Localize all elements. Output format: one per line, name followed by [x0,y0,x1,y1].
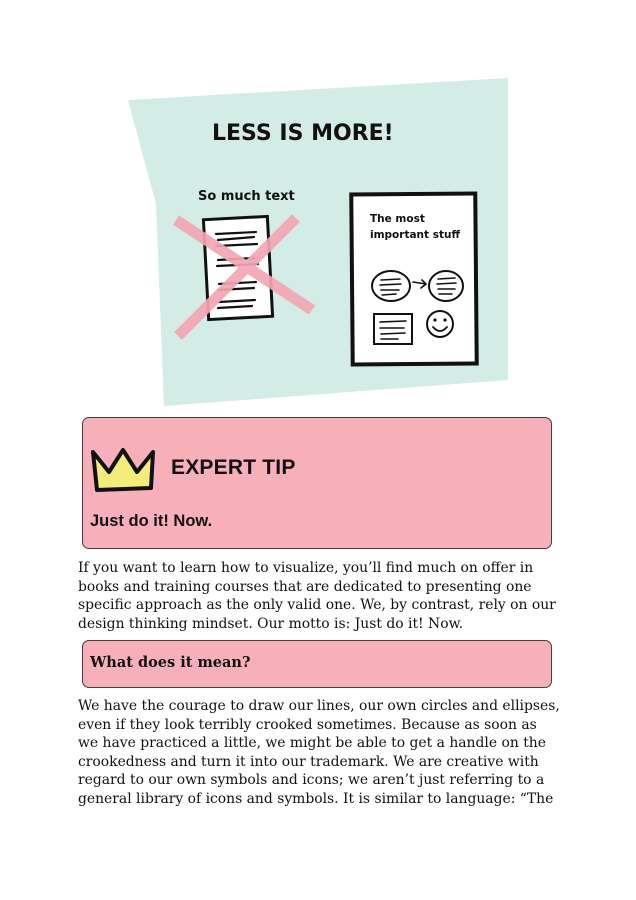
right-label-line2: important stuff [370,229,460,241]
question-box [82,640,552,688]
question-heading: What does it mean? [90,654,251,671]
paragraph-body: We have the courage to draw our lines, our own circles and ellipses, even if they look terribly crooked sometimes. Because as soon as we have practiced a little, we might be able to get a handle on the crookedness and turn it into our trademark. We are creative with regard to our own symbols and icons; we aren’t just referring to a general library of icons and symbols. It is similar to language: “The [78,698,560,807]
important-document-icon [351,193,476,364]
less-is-more-illustration [126,74,512,410]
crown-icon [89,444,159,494]
paragraph-intro: If you want to learn how to visualize, you’ll find much on offer in books and training courses that are dedicated to presenting one specific approach as the only valid one. We, by contrast, rely on our design thinking mindset. Our motto is: Just do it! Now. [78,560,556,632]
expert-tip-box [82,417,552,549]
left-label: So much text [198,189,295,204]
expert-tip-title: EXPERT TIP [171,456,296,479]
expert-tip-subtitle: Just do it! Now. [90,512,213,530]
right-label-line1: The most [370,213,425,225]
illustration-title: LESS IS MORE! [212,121,394,146]
